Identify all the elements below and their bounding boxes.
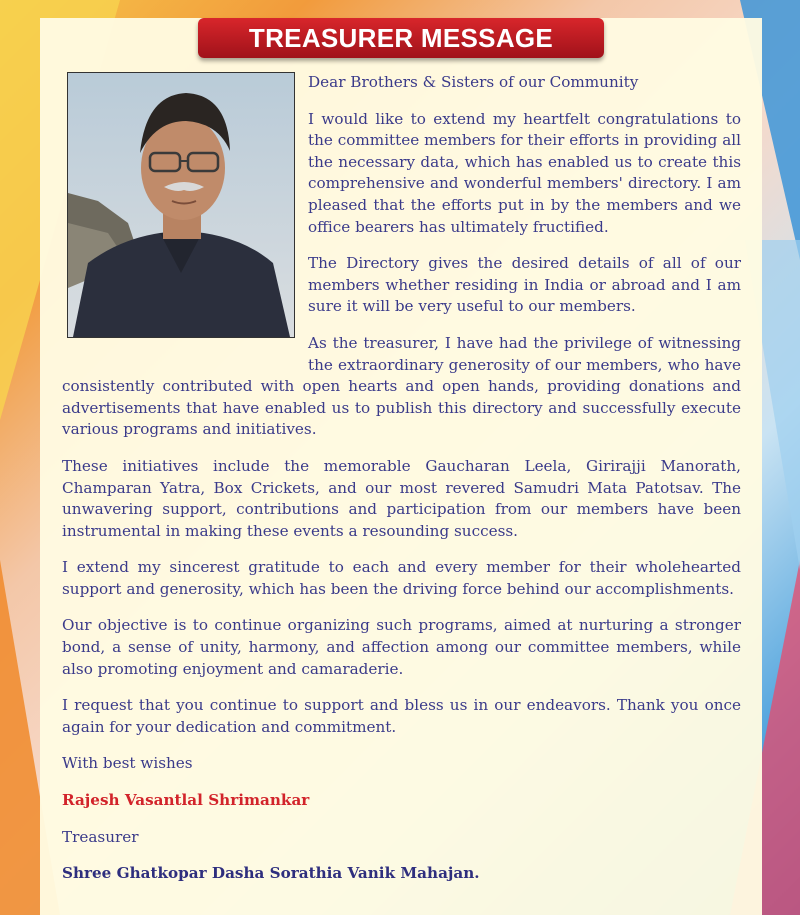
paragraph: The Directory gives the desired details of all of our members whether residing in India or abroad and I am sure it will be very useful to our members.	[308, 254, 741, 316]
message-body	[62, 72, 741, 900]
paragraph: I request that you continue to support and bless us in our endeavors. Thank you once again for your dedication and commitment.	[62, 696, 741, 736]
paragraph: Our objective is to continue organizing such programs, aimed at nurturing a stronger bond, a sense of unity, harmony, and affection among our committee members, while also promoting enjoyment and camaraderie.	[62, 616, 741, 678]
greeting: Dear Brothers & Sisters of our Community	[308, 73, 639, 91]
paragraph: I would like to extend my heartfelt congratulations to the committee members for their efforts in providing all the necessary data, which has enabled us to create this comprehensive and wonderful members' directory. I am pleased that the efforts put in by the members and we office bearers has ultimately fructified.	[308, 109, 741, 236]
paragraph: I extend my sincerest gratitude to each and every member for their wholehearted support and generosity, which has been the driving force behind our accomplishments.	[62, 558, 741, 598]
signatory-name: Rajesh Vasantlal Shrimankar	[62, 791, 310, 810]
closing: With best wishes	[62, 754, 193, 773]
signatory-role: Treasurer	[62, 827, 139, 846]
paragraph: As the treasurer, I have had the privilege of witnessing the extraordinary generosity of our members, who have consistently contributed with open hearts and open hands, providing donations and advertisements that have enabled us to publish this directory and successfully execute various programs and initiatives.	[62, 333, 741, 439]
organization-name: Shree Ghatkopar Dasha Sorathia Vanik Mahajan.	[62, 864, 480, 883]
page-title: TREASURER MESSAGE	[198, 18, 604, 58]
photo-spacer	[62, 72, 308, 358]
paragraph: These initiatives include the memorable Gaucharan Leela, Girirajji Manorath, Champaran Yatra, Box Crickets, and our most revered Samudri Mata Patotsav. The unwavering support, contributions and participation from our members have been instrumental in making these events a resounding success.	[62, 456, 741, 540]
